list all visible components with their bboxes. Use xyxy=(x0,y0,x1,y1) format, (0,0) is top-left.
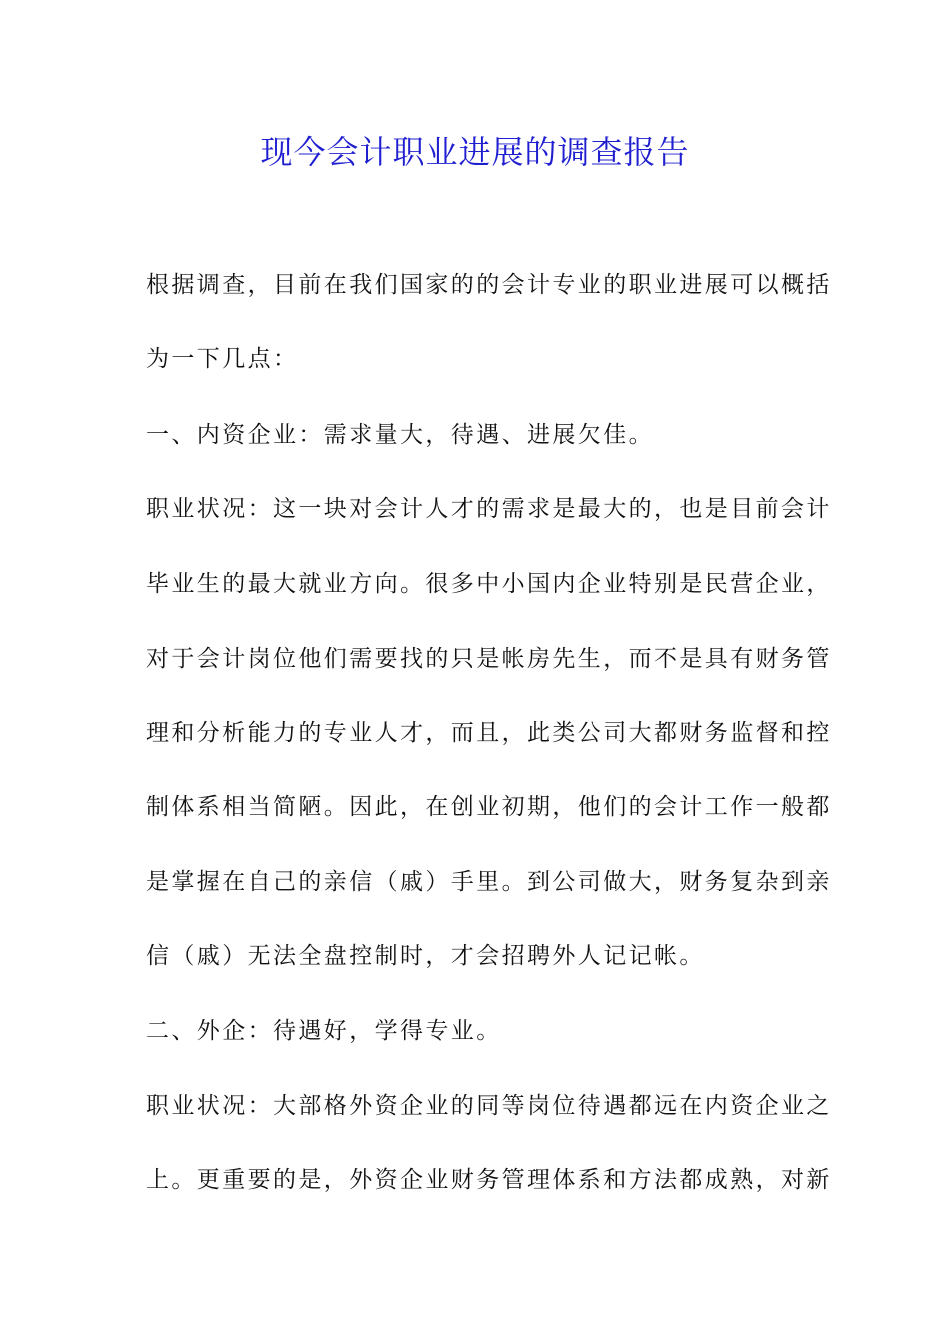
body-line-4: 职业状况：这一块对会计人才的需求是最大的，也是目前会计 xyxy=(146,496,832,522)
body-line-2: 为一下几点： xyxy=(146,346,299,372)
body-line-7: 理和分析能力的专业人才，而且，此类公司大都财务监督和控 xyxy=(146,720,832,746)
body-line-9: 是掌握在自己的亲信（戚）手里。到公司做大，财务复杂到亲 xyxy=(146,869,832,895)
body-line-11: 二、外企：待遇好，学得专业。 xyxy=(146,1018,502,1044)
body-line-1: 根据调查，目前在我们国家的的会计专业的职业进展可以概括 xyxy=(146,272,832,298)
body-line-13: 上。更重要的是，外资企业财务管理体系和方法都成熟，对新 xyxy=(146,1167,832,1193)
body-line-5: 毕业生的最大就业方向。很多中小国内企业特别是民营企业， xyxy=(146,571,832,597)
body-line-12: 职业状况：大部格外资企业的同等岗位待遇都远在内资企业之 xyxy=(146,1093,832,1119)
body-line-8: 制体系相当简陋。因此，在创业初期，他们的会计工作一般都 xyxy=(146,794,832,820)
body-line-10: 信（戚）无法全盘控制时，才会招聘外人记记帐。 xyxy=(146,943,705,969)
body-line-3: 一、内资企业：需求量大，待遇、进展欠佳。 xyxy=(146,422,654,448)
body-line-6: 对于会计岗位他们需要找的只是帐房先生，而不是具有财务管 xyxy=(146,646,832,672)
document-title: 现今会计职业进展的调查报告 xyxy=(260,133,690,171)
